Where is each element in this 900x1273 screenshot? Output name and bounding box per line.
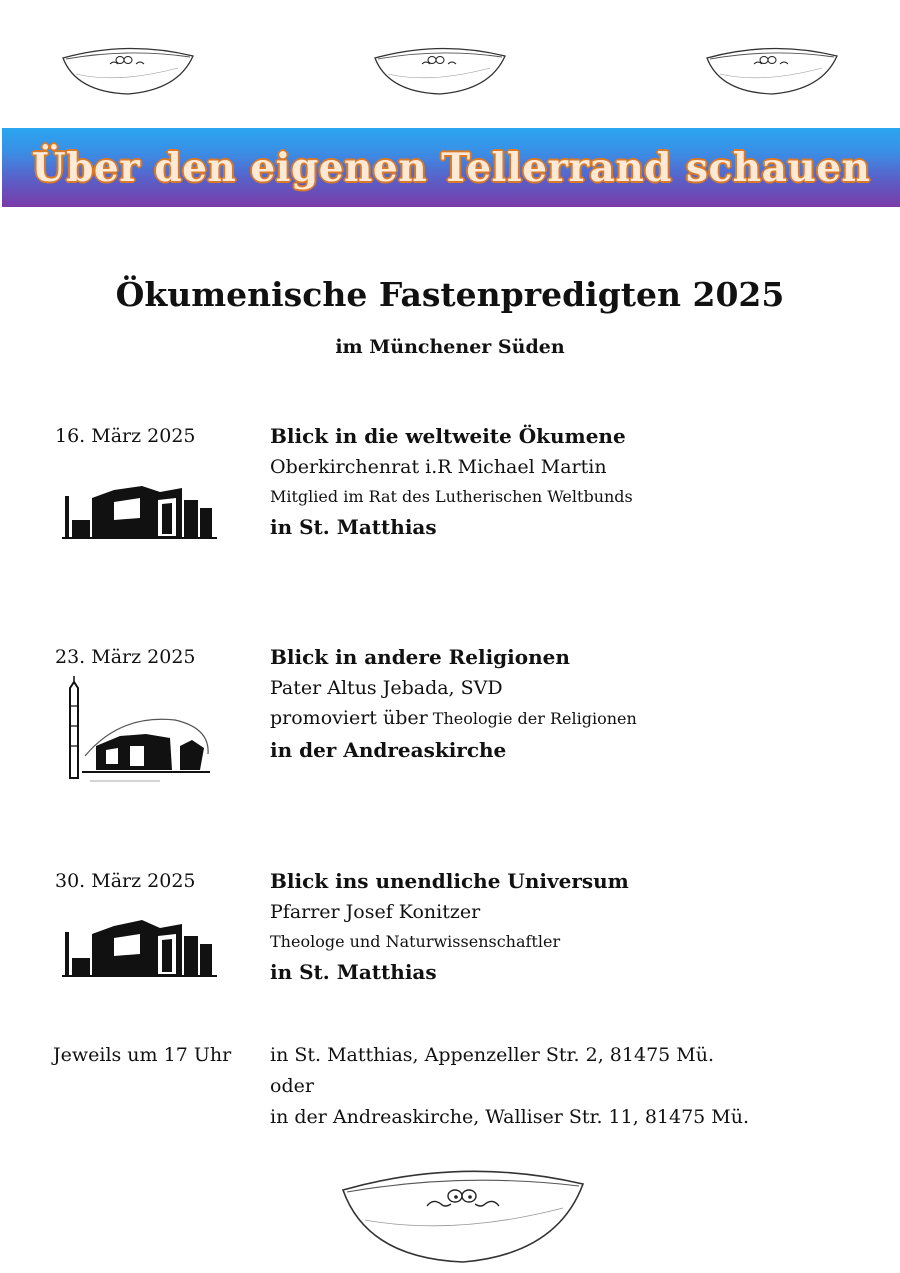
event-speaker: Oberkirchenrat i.R Michael Martin — [270, 456, 607, 478]
event-date: 23. März 2025 — [55, 646, 196, 668]
event-place: in der Andreaskirche — [270, 738, 507, 762]
role-prefix: promoviert über — [270, 707, 428, 729]
event-place: in St. Matthias — [270, 960, 437, 984]
event-topic: Blick in die weltweite Ökumene — [270, 424, 626, 448]
role-suffix: Theologie der Religionen — [432, 709, 637, 728]
st-matthias-church-icon — [62, 478, 217, 544]
plate-with-peeking-face-icon — [370, 38, 510, 98]
footer-or: oder — [270, 1075, 314, 1097]
title-banner — [2, 128, 900, 207]
footer-time: Jeweils um 17 Uhr — [53, 1044, 232, 1066]
page-title: Ökumenische Fastenpredigten 2025 — [115, 275, 785, 314]
event-place: in St. Matthias — [270, 515, 437, 539]
footer-location-2: in der Andreaskirche, Walliser Str. 11, 81475 Mü. — [270, 1106, 750, 1128]
andreaskirche-church-icon — [60, 676, 215, 788]
event-speaker-role — [270, 707, 637, 729]
plate-with-peeking-face-icon — [58, 38, 198, 98]
event-speaker-role: Theologe und Naturwissenschaftler — [270, 932, 561, 951]
footer-location-1: in St. Matthias, Appenzeller Str. 2, 81475 Mü. — [270, 1044, 715, 1066]
plate-with-peeking-face-icon — [335, 1150, 590, 1268]
banner-title: Über den eigenen Tellerrand schauen — [31, 144, 871, 191]
event-date: 16. März 2025 — [55, 425, 196, 447]
event-speaker: Pfarrer Josef Konitzer — [270, 901, 481, 923]
event-topic: Blick in andere Religionen — [270, 645, 570, 669]
st-matthias-church-icon — [62, 914, 217, 982]
event-date: 30. März 2025 — [55, 870, 196, 892]
event-speaker: Pater Altus Jebada, SVD — [270, 677, 503, 699]
page-subtitle: im Münchener Süden — [335, 336, 565, 358]
plate-with-peeking-face-icon — [702, 38, 842, 98]
event-topic: Blick ins unendliche Universum — [270, 869, 629, 893]
event-speaker-role: Mitglied im Rat des Lutherischen Weltbunds — [270, 487, 633, 506]
